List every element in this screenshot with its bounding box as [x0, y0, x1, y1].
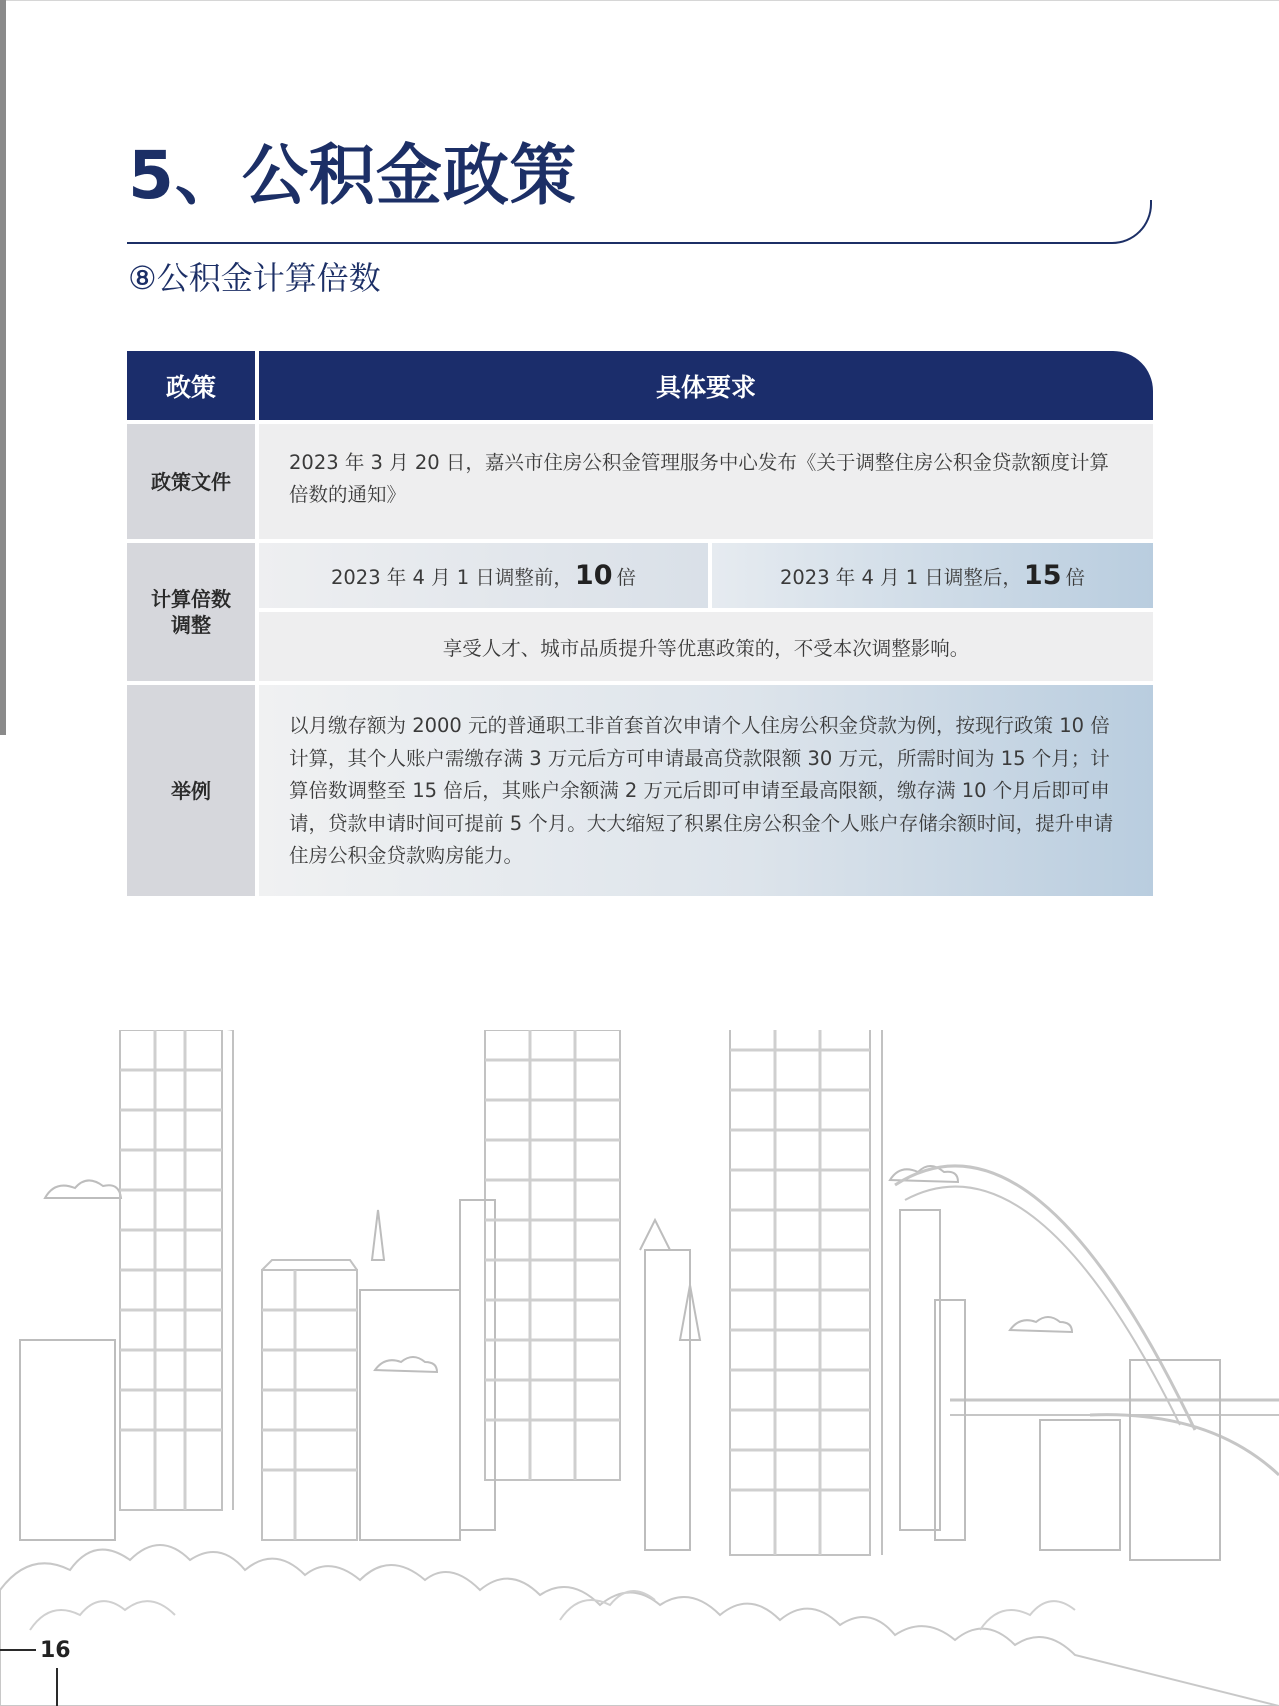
- multiplier-content: [259, 543, 1153, 681]
- page-number-tick: [56, 1668, 58, 1706]
- row-label-multiplier-line1: 计算倍数: [151, 587, 231, 611]
- multiplier-note: 享受人才、城市品质提升等优惠政策的，不受本次调整影响。: [259, 612, 1153, 681]
- table-header-row: [127, 351, 1153, 420]
- after-value: 15: [1023, 560, 1062, 591]
- row-label-example: 举例: [127, 685, 255, 896]
- row-label-multiplier: [127, 543, 255, 681]
- after-prefix: 2023 年 4 月 1 日调整后，: [779, 565, 1022, 589]
- before-value: 10: [574, 560, 613, 591]
- table-row-example: [127, 685, 1153, 896]
- header-requirements: 具体要求: [259, 351, 1153, 420]
- city-skyline-illustration: [0, 1030, 1279, 1706]
- top-border: [0, 0, 1279, 1]
- left-edge-bar: [0, 0, 6, 735]
- before-unit: 倍: [616, 565, 637, 589]
- row-label-policy-document: 政策文件: [127, 424, 255, 539]
- page-title: 5、公积金政策: [128, 137, 577, 214]
- example-text: 以月缴存额为 2000 元的普通职工非首套首次申请个人住房公积金贷款为例，按现行政策 10 倍计算，其个人账户需缴存满 3 万元后方可申请最高贷款限额 30 万元，所需时间为 15 个月；计算倍数调整至 15 倍后，其账户余额满 2 万元后即可申请至最高限额，缴存满 10 个月后即可申请，贷款申请时间可提前 5 个月。大大缩短了积累住房公积金个人账户存储余额时间，提升申请住房公积金贷款购房能力。: [259, 685, 1153, 896]
- table-row-policy-document: [127, 424, 1153, 539]
- section-subtitle: ⑧公积金计算倍数: [128, 259, 381, 297]
- multiplier-compare: [259, 543, 1153, 608]
- before-prefix: 2023 年 4 月 1 日调整前，: [330, 565, 573, 589]
- after-unit: 倍: [1065, 565, 1086, 589]
- policy-document-text: 2023 年 3 月 20 日，嘉兴市住房公积金管理服务中心发布《关于调整住房公积金贷款额度计算倍数的通知》: [259, 424, 1153, 539]
- policy-table: [127, 351, 1153, 896]
- title-underline: [127, 200, 1152, 244]
- page-number-line: [0, 1649, 36, 1651]
- multiplier-before: [259, 543, 708, 608]
- page-number: 16: [40, 1638, 71, 1663]
- multiplier-after: [712, 543, 1153, 608]
- table-row-multiplier: [127, 543, 1153, 681]
- header-policy: 政策: [127, 351, 255, 420]
- row-label-multiplier-line2: 调整: [171, 613, 211, 637]
